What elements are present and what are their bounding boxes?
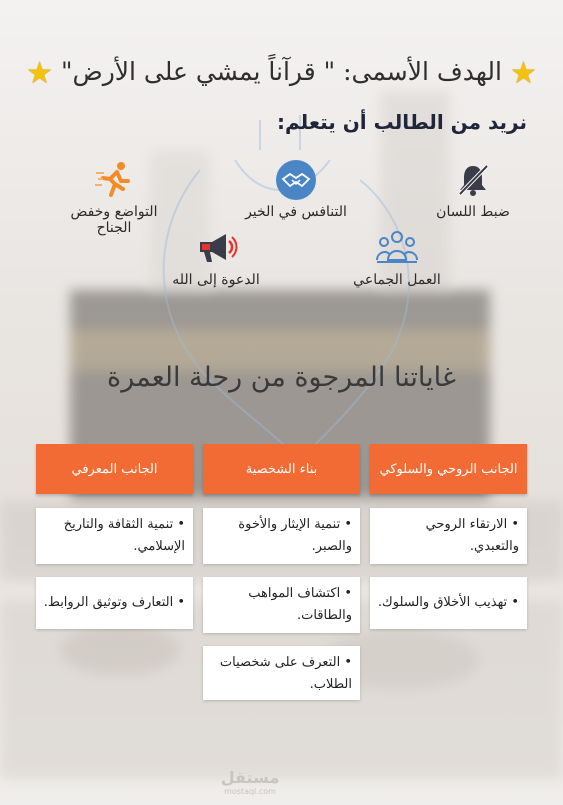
- goal-card: [36, 508, 193, 564]
- goal-card: [370, 508, 527, 564]
- skill-item: [156, 226, 276, 288]
- goal-card: [370, 577, 527, 629]
- group-icon: [337, 226, 457, 270]
- section-title: غاياتنا المرجوة من رحلة العمرة: [107, 362, 456, 393]
- skill-label: التنافس في الخير: [245, 204, 347, 220]
- watermark-sub: mostaql.com: [224, 787, 276, 796]
- goal-card: [203, 508, 360, 564]
- megaphone-icon: [156, 226, 276, 270]
- skill-item: [413, 158, 533, 220]
- goal-card: [36, 577, 193, 629]
- goal-card-text: • اكتشاف المواهب والطاقات.: [209, 583, 352, 627]
- star-icon: ★: [509, 55, 537, 91]
- goal-card-text: • تنمية الإيثار والأخوة والصبر.: [209, 514, 352, 558]
- skill-label: التواضع وخفض الجناح: [70, 204, 158, 236]
- running-person-icon: [54, 158, 174, 202]
- skill-label: الدعوة إلى الله: [172, 272, 260, 288]
- goal-card-text: • تنمية الثقافة والتاريخ الإسلامي.: [42, 514, 185, 558]
- learning-subheading: نريد من الطالب أن يتعلم:: [276, 110, 527, 134]
- goal-card: [203, 646, 360, 700]
- skill-item: [337, 226, 457, 288]
- skill-label: العمل الجماعي: [353, 272, 441, 288]
- goal-card: [203, 577, 360, 633]
- goal-text: الهدف الأسمى: " قرآناً يمشي على الأرض": [60, 57, 502, 86]
- goal-card-text: • التعارف وتوثيق الروابط.: [44, 592, 185, 614]
- skill-item: [54, 158, 174, 236]
- skill-item: [236, 158, 356, 220]
- goal-card-text: • الارتقاء الروحي والتعبدي.: [376, 514, 519, 558]
- watermark-text: مستقل: [220, 768, 280, 787]
- column-header-knowledge: الجانب المعرفي: [36, 444, 193, 494]
- goal-card-text: • تهذيب الأخلاق والسلوك.: [378, 592, 519, 614]
- goal-card-text: • التعرف على شخصيات الطلاب.: [209, 652, 352, 696]
- handshake-icon: [236, 158, 356, 202]
- watermark: [215, 768, 285, 796]
- goal-heading: [0, 52, 563, 94]
- star-icon: ★: [26, 55, 54, 91]
- skill-label: ضبط اللسان: [436, 204, 510, 220]
- column-header-spiritual: الجانب الروحي والسلوكي: [370, 444, 527, 494]
- muted-bell-icon: [413, 158, 533, 202]
- column-header-personality: بناء الشخصية: [203, 444, 360, 494]
